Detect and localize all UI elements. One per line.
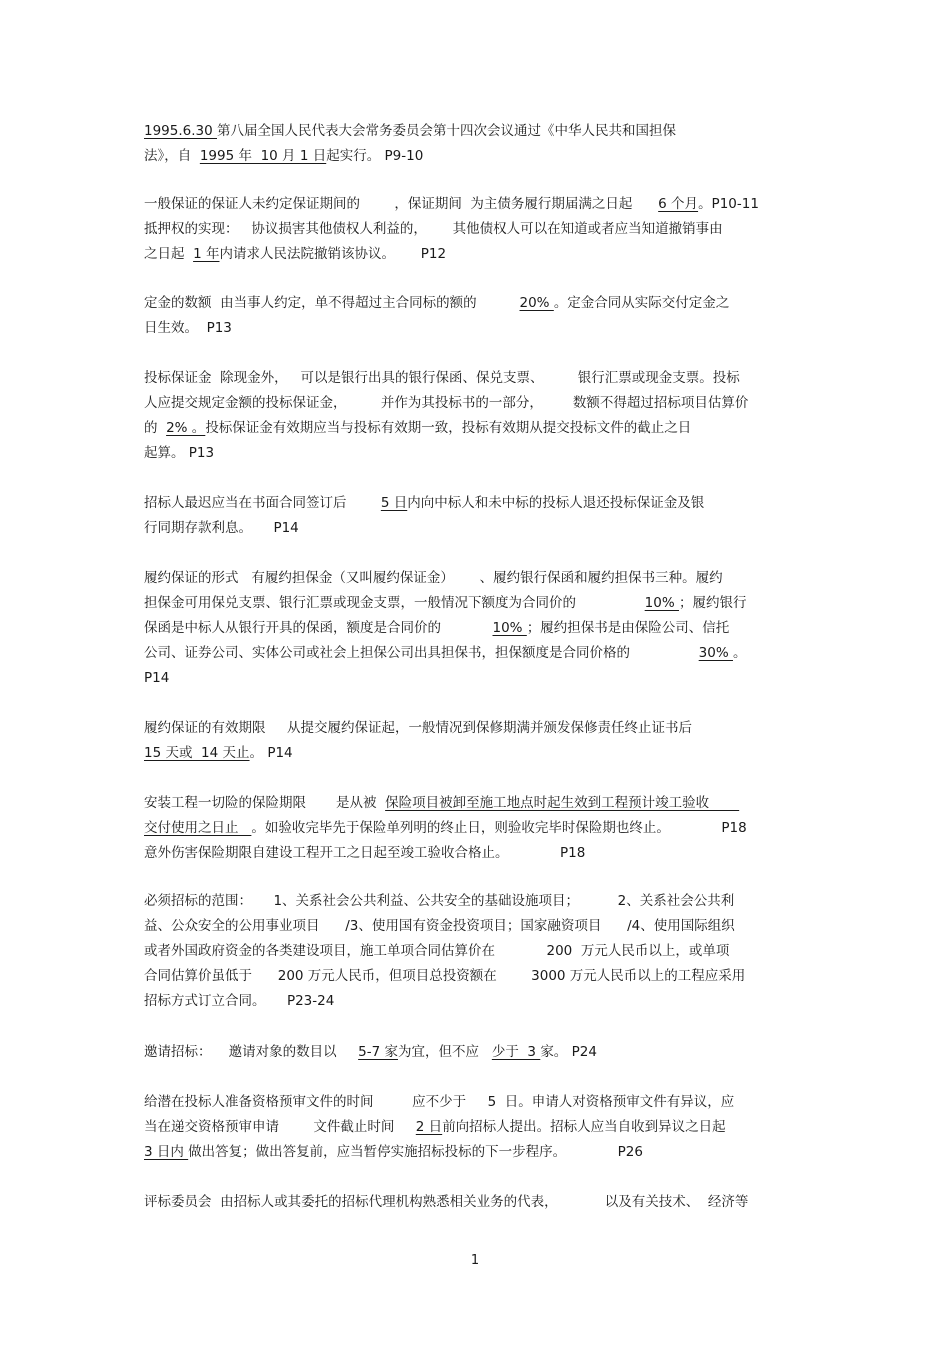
text-line: [144, 641, 814, 666]
text-line: [144, 291, 814, 316]
text-segment: 投标保证金有效期应当与投标有效期一致，投标有效期从提交投标文件的截止之日: [205, 420, 692, 436]
paragraph-mandatory-tender: [144, 889, 814, 1014]
underlined-blank: 10%: [492, 620, 527, 636]
page-number: 1: [470, 1253, 480, 1268]
text-line: [144, 242, 814, 267]
text-segment: 之日起: [144, 246, 194, 262]
text-segment: 起算。 P13: [144, 445, 215, 461]
text-line: [144, 316, 814, 341]
text-segment: 第八届全国人民代表大会常务委员会第十四次会议通过《中华人民共和国担保: [217, 123, 676, 139]
text-segment: 。: [732, 645, 747, 661]
text-line: [144, 119, 814, 144]
text-segment: 评标委员会 由招标人或其委托的招标代理机构熟悉相关业务的代表， 以及有关技术、 经济等: [144, 1194, 749, 1210]
text-segment: 做出答复；做出答复前，应当暂停实施招标投标的下一步程序。 P26: [188, 1144, 643, 1160]
paragraph-guarantee-law: [144, 119, 814, 169]
text-segment: 日生效。 P13: [144, 320, 232, 336]
paragraph-performance-validity: [144, 716, 814, 766]
text-segment: 意外伤害保险期限自建设工程开工之日起至竣工验收合格止。 P18: [144, 845, 586, 861]
text-line: [144, 716, 814, 741]
text-segment: 益、公众安全的公用事业项目 /3、使用国有资金投资项目；国家融资项目 /4、使用国际组织: [144, 918, 735, 934]
text-line: [144, 741, 814, 766]
text-line: [144, 1140, 814, 1165]
text-segment: 当在递交资格预审申请 文件截止时间: [144, 1119, 416, 1135]
text-segment: 。定金合同从实际交付定金之: [553, 295, 730, 311]
text-line: [144, 1040, 814, 1065]
text-segment: ；履约担保书是由保险公司、信托: [526, 620, 730, 636]
paragraph-performance-security: [144, 566, 814, 691]
text-line: [144, 1115, 814, 1140]
text-line: [144, 816, 814, 841]
underlined-blank: 5-7 家: [358, 1044, 398, 1060]
underlined-blank: 2% 。: [166, 420, 206, 436]
text-line: [144, 144, 814, 169]
text-line: [144, 791, 814, 816]
text-segment: 的: [144, 420, 167, 436]
text-line: [144, 1190, 814, 1215]
text-segment: 安装工程一切险的保险期限 是从被: [144, 795, 386, 811]
text-line: [144, 391, 814, 416]
text-segment: ；履约银行: [678, 595, 747, 611]
text-segment: 。 P14: [249, 745, 293, 761]
text-segment: 公司、证券公司、实体公司或社会上担保公司出具担保书，担保额度是合同价格的: [144, 645, 699, 661]
text-line: [144, 939, 814, 964]
text-segment: 保函是中标人从银行开具的保函，额度是合同价的: [144, 620, 493, 636]
text-segment: 人应提交规定金额的投标保证金， 并作为其投标书的一部分， 数额不得超过招标项目估算价: [144, 395, 749, 411]
text-line: [144, 416, 814, 441]
text-line: [144, 889, 814, 914]
paragraph-deposit: [144, 291, 814, 341]
underlined-blank: 15 天或 14 天止: [144, 745, 250, 761]
text-segment: 投标保证金 除现金外， 可以是银行出具的银行保函、保兑支票、 银行汇票或现金支票。投标: [144, 370, 740, 386]
text-segment: 抵押权的实现： 协议损害其他债权人利益的， 其他债权人可以在知道或者应当知道撤销事由: [144, 221, 723, 237]
text-line: [144, 217, 814, 242]
text-segment: 为宜，但不应: [397, 1044, 492, 1060]
underlined-blank: 5 日: [380, 495, 408, 511]
text-line: [144, 591, 814, 616]
text-line: [144, 964, 814, 989]
paragraph-insurance-period: [144, 791, 814, 866]
underlined-blank: 少于 3: [491, 1044, 541, 1060]
text-segment: 定金的数额 由当事人约定，单不得超过主合同标的额的: [144, 295, 520, 311]
underlined-blank: 1 年: [193, 246, 220, 262]
text-segment: 履约保证的有效期限 从提交履约保证起，一般情况到保修期满并颁发保修责任终止证书后: [144, 720, 692, 736]
text-segment: 必须招标的范围： 1、关系社会公共利益、公共安全的基础设施项目； 2、关系社会公共利: [144, 893, 735, 909]
text-line: [144, 491, 814, 516]
underlined-blank: 保险项目被卸至施工地点时起生效到工程预计竣工验收: [385, 795, 740, 811]
text-segment: 给潜在投标人准备资格预审文件的时间 应不少于 5 日。申请人对资格预审文件有异议，应: [144, 1094, 735, 1110]
underlined-blank: 30%: [698, 645, 733, 661]
underlined-blank: 交付使用之日止: [144, 820, 252, 836]
text-segment: 或者外国政府资金的各类建设项目，施工单项合同估算价在 200 万元人民币以上，或单项: [144, 943, 730, 959]
text-segment: P14: [144, 670, 170, 686]
text-segment: 行同期存款利息。 P14: [144, 520, 299, 536]
text-segment: 邀请招标： 邀请对象的数目以: [144, 1044, 359, 1060]
text-segment: 家。 P24: [540, 1044, 597, 1060]
text-line: [144, 566, 814, 591]
paragraph-invited-tender: [144, 1040, 814, 1065]
text-segment: 起实行。 P9-10: [326, 148, 424, 164]
text-segment: 前向招标人提出。招标人应当自收到异议之日起: [442, 1119, 726, 1135]
underlined-blank: 20%: [519, 295, 554, 311]
text-segment: 内请求人民法院撤销该协议。 P12: [219, 246, 447, 262]
text-line: [144, 192, 814, 217]
text-segment: 履约保证的形式 有履约担保金（又叫履约保证金） 、履约银行保函和履约担保书三种。履约: [144, 570, 723, 586]
text-segment: 。如验收完毕先于保险单列明的终止日，则验收完毕时保险期也终止。 P18: [251, 820, 747, 836]
text-segment: 担保金可用保兑支票、银行汇票或现金支票，一般情况下额度为合同价的: [144, 595, 645, 611]
text-line: [144, 914, 814, 939]
text-line: [144, 666, 814, 691]
underlined-blank: 6 个月: [658, 196, 699, 212]
paragraph-evaluation-committee: [144, 1190, 814, 1215]
text-segment: 招标人最迟应当在书面合同签订后: [144, 495, 381, 511]
text-segment: 一般保证的保证人未约定保证期间的 ，保证期间 为主债务履行期届满之日起: [144, 196, 659, 212]
text-line: [144, 1090, 814, 1115]
underlined-blank: 1995 年 10 月 1 日: [199, 148, 327, 164]
text-segment: 内向中标人和未中标的投标人退还投标保证金及银: [407, 495, 705, 511]
paragraph-bid-bond: [144, 366, 814, 466]
text-segment: 合同估算价虽低于 200 万元人民币，但项目总投资额在 3000 万元人民币以上的工程应采用: [144, 968, 746, 984]
underlined-blank: 10%: [644, 595, 679, 611]
underlined-blank: 1995.6.30: [144, 123, 217, 139]
underlined-blank: 2 日: [415, 1119, 443, 1135]
text-line: [144, 616, 814, 641]
paragraph-guarantee-period: [144, 192, 814, 267]
text-line: [144, 366, 814, 391]
text-line: [144, 516, 814, 541]
paragraph-bond-return: [144, 491, 814, 541]
text-segment: 。P10-11: [698, 196, 759, 212]
paragraph-prequalification: [144, 1090, 814, 1165]
text-segment: 招标方式订立合同。 P23-24: [144, 993, 335, 1009]
text-line: [144, 441, 814, 466]
text-segment: 法》，自: [144, 148, 200, 164]
text-line: [144, 989, 814, 1014]
text-line: [144, 841, 814, 866]
underlined-blank: 3 日内: [144, 1144, 189, 1160]
